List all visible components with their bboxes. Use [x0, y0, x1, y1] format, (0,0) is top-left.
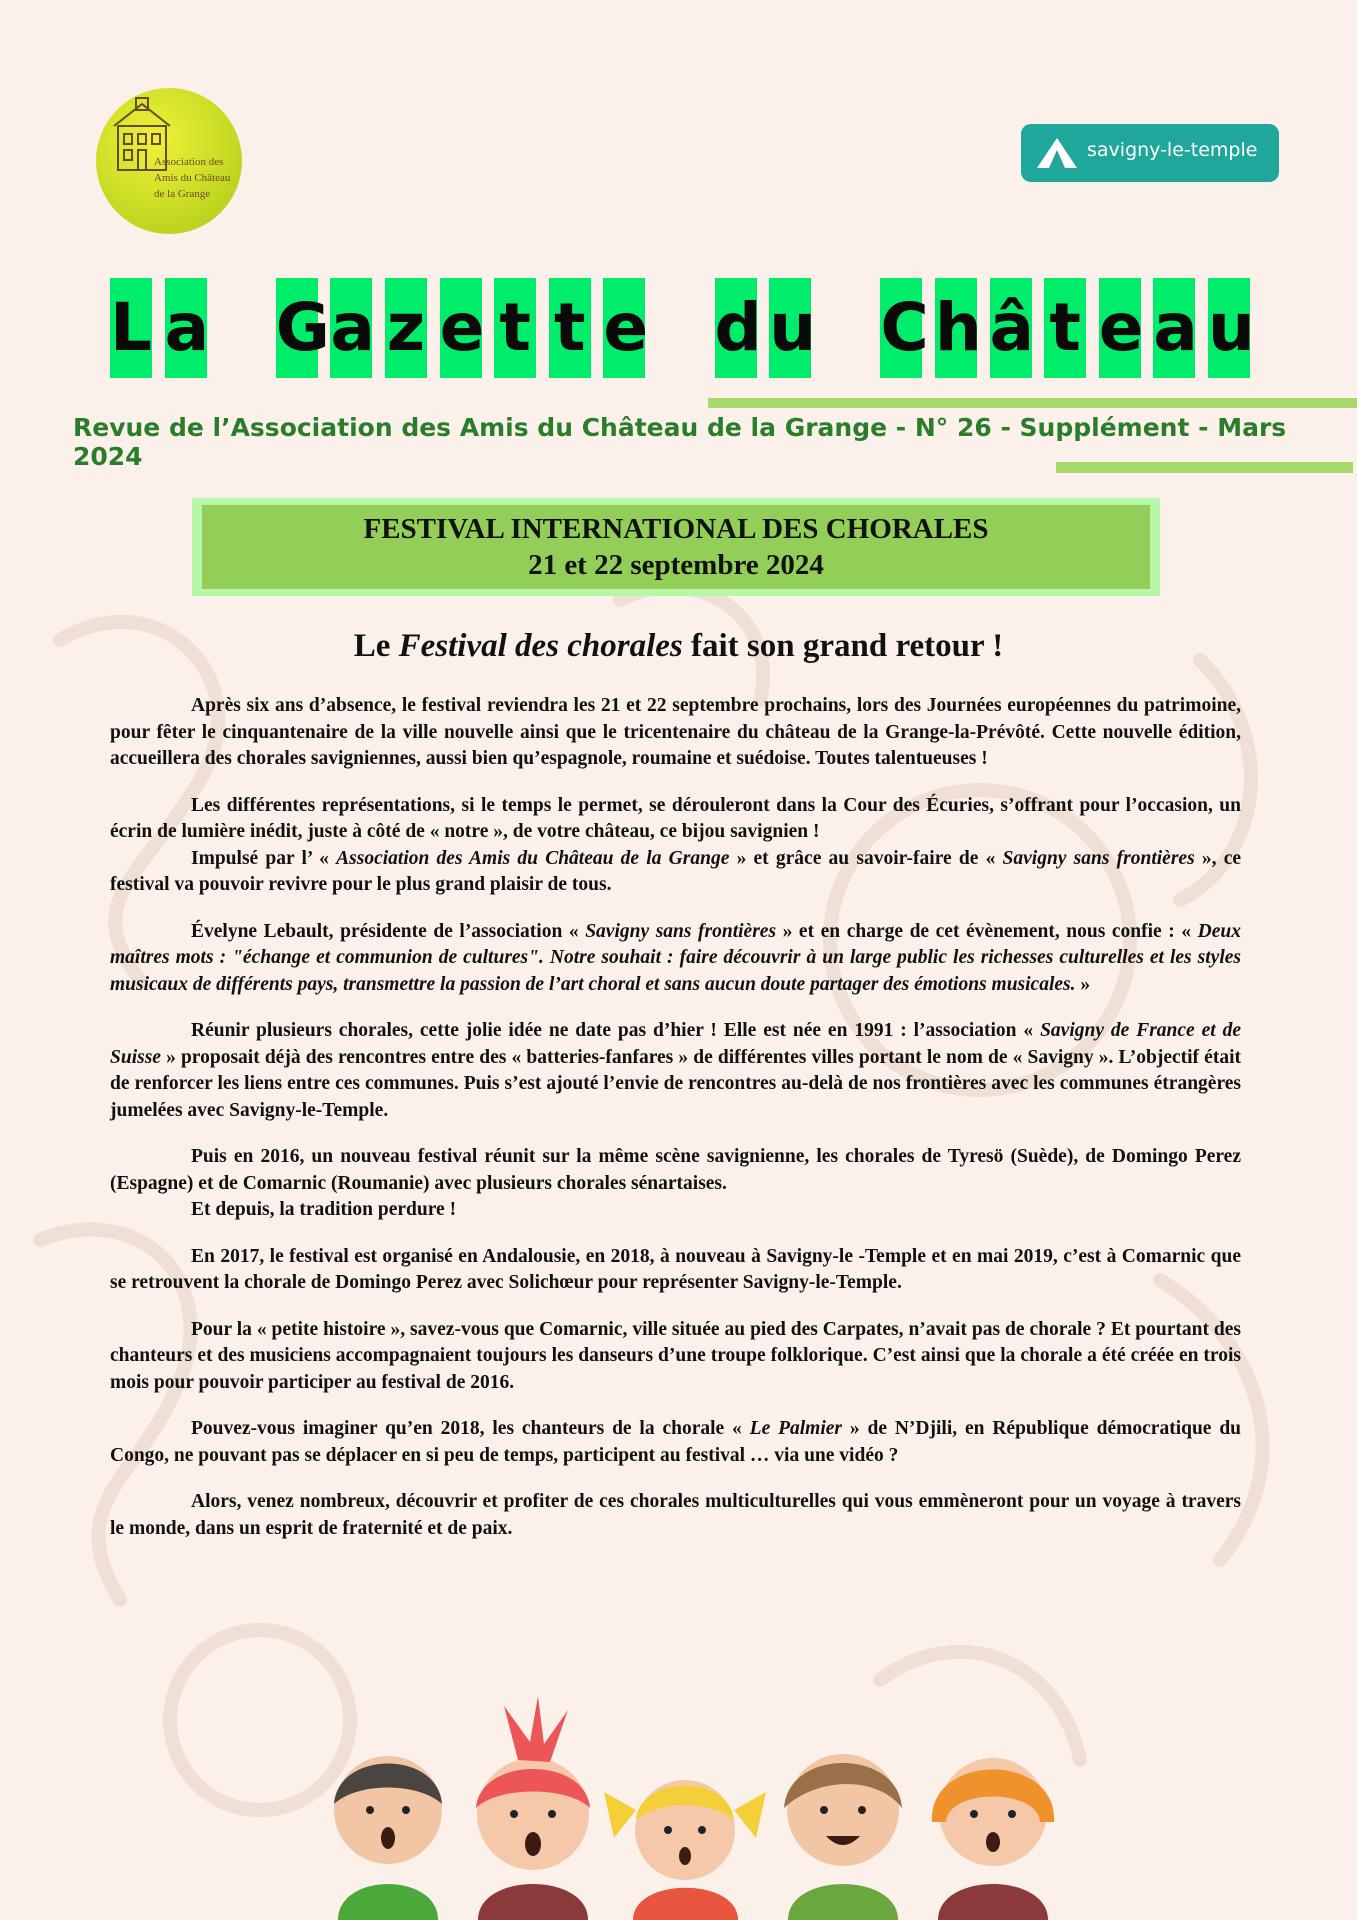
bottom-rule — [1056, 462, 1353, 473]
paragraph: Impulsé par l’ « Association des Amis du Château de la Grange » et grâce au savoir-faire de « Savigny sans frontières », ce festival va pouvoir revivre pour le plus grand plaisir de tous. — [110, 847, 1242, 895]
festival-banner — [192, 498, 1160, 596]
title-letter: C — [880, 278, 922, 378]
title-letter: L — [110, 278, 152, 378]
paragraph: Pouvez-vous imaginer qu’en 2018, les chanteurs de la chorale « Le Palmier » de N’Djili, en République démocratique du Congo, ne pouvant pas se déplacer en si peu de temps, participent au festival … via une vidéo ? — [110, 1418, 1242, 1466]
title-letter: â — [990, 278, 1032, 378]
title-letter: t — [1044, 278, 1086, 378]
title-letter: u — [769, 278, 811, 378]
title-letter: a — [165, 278, 207, 378]
top-rule — [708, 398, 1357, 408]
logo-text: Association des Amis du Château de la Grange — [154, 156, 231, 200]
paragraph: Et depuis, la tradition perdure ! — [191, 1199, 457, 1220]
title-letter: z — [385, 278, 427, 378]
title-letter: t — [549, 278, 591, 378]
gazette-subtitle: Revue de l’Association des Amis du Château de la Grange - N° 26 - Supplément - Mars 2024 — [73, 413, 1287, 471]
singing-children-illustration — [318, 1692, 1258, 1920]
paragraph: Alors, venez nombreux, découvrir et profiter de ces chorales multiculturelles qui vous emmèneront pour un voyage à travers le monde, dans un esprit de fraternité et de paix. — [110, 1491, 1241, 1539]
gazette-title — [110, 276, 1255, 380]
festival-name: FESTIVAL INTERNATIONAL DES CHORALES — [363, 513, 989, 545]
paragraph: En 2017, le festival est organisé en Andalousie, en 2018, à nouveau à Savigny-le -Temple et en mai 2019, c’est à Comarnic que se retrouvent la chorale de Domingo Perez avec Solichœur pour représenter Savigny-le-Temple. — [110, 1245, 1241, 1293]
title-letter: d — [715, 278, 757, 378]
festival-dates: 21 et 22 septembre 2024 — [528, 549, 824, 581]
child-figure — [476, 1696, 590, 1920]
title-letter: a — [1153, 278, 1195, 378]
paragraph: Après six ans d’absence, le festival reviendra les 21 et 22 septembre prochains, lors des Journées européennes du patrimoine, pour fêter le cinquantenaire de la ville nouvelle ainsi que le tricentenaire du château de la Grange-la-Prévôté. Cette nouvelle édition, accueillera des chorales savigniennes, aussi bien qu’espagnole, roumaine et suédoise. Toutes talentueuses ! — [110, 695, 1241, 769]
title-letter: a — [330, 278, 372, 378]
savigny-brand-badge — [1021, 124, 1279, 182]
child-figure — [784, 1754, 902, 1920]
child-figure — [932, 1758, 1054, 1920]
association-logo — [96, 88, 242, 234]
title-letter: e — [1099, 278, 1141, 378]
paragraph: Évelyne Lebault, présidente de l’association « Savigny sans frontières » et en charge de cet évènement, nous confie : « Deux maîtres mots : "échange et communion de cultures". Notre souhait : faire découvrir à un large public les richesses culturelles et les styles musicaux de différents pays, transmettre la passion de l’art choral et sans aucun doute partager des émotions musicales. » — [110, 920, 1241, 995]
title-letter: e — [603, 278, 645, 378]
title-letter: e — [440, 278, 482, 378]
tent-icon — [1035, 136, 1079, 170]
title-letter: t — [494, 278, 536, 378]
article-body — [110, 693, 1241, 1542]
child-figure — [334, 1756, 442, 1920]
paragraph: Réunir plusieurs chorales, cette jolie idée ne date pas d’hier ! Elle est née en 1991 : l’association « Savigny de France et de Suisse » proposait déjà des rencontres entre des « batteries-fanfares » de différentes villes portant le nom de « Savigny ». L’objectif était de renforcer les liens entre ces communes. Puis s’est ajouté l’envie de rencontres au-delà de nos frontières avec les communes étrangères jumelées avec Savigny-le-Temple. — [110, 1020, 1241, 1121]
paragraph: Puis en 2016, un nouveau festival réunit sur la même scène savignienne, les chorales de Tyresö (Suède), de Domingo Perez (Espagne) et de Comarnic (Roumanie) avec plusieurs chorales sénartaises. — [110, 1146, 1241, 1194]
paragraph: Les différentes représentations, si le temps le permet, se dérouleront dans la Cour des Écuries, s’offrant pour l’occasion, un écrin de lumière inédit, juste à côté de « notre », de votre château, ce bijou savignien ! — [110, 794, 1241, 842]
title-letter: h — [935, 278, 977, 378]
title-letter: G — [276, 278, 318, 378]
article-headline: Le Festival des chorales fait son grand retour ! — [353, 628, 1004, 664]
child-figure — [604, 1780, 766, 1920]
brand-label: savigny-le-temple — [1087, 139, 1258, 161]
paragraph: Pour la « petite histoire », savez-vous que Comarnic, ville située au pied des Carpates, n’avait pas de chorale ? Et pourtant des chanteurs et des musiciens accompagnaient toujours les danseurs d’une troupe folklorique. C’est ainsi que la chorale a été créée en trois mois pour pouvoir participer au festival de 2016. — [110, 1318, 1241, 1393]
title-letter: u — [1208, 278, 1250, 378]
